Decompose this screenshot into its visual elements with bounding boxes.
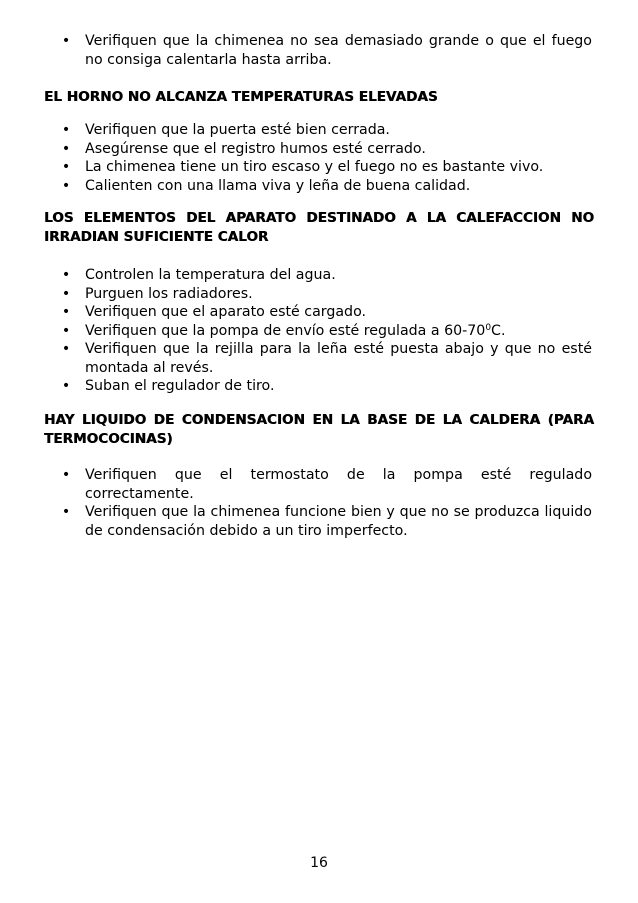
section2-list [60,266,592,396]
bullet: • [61,140,71,157]
bullet: • [61,33,71,49]
list-item [60,466,592,503]
bullet: • [61,177,71,194]
bullet: • [61,378,71,394]
section-heading: HAY LIQUIDO DE CONDENSACION EN LA BASE DE LA CALDERA (PARA TERMOCOCINAS) [44,412,594,447]
list-item-text: Verifiquen que la pompa de envío esté regulada a 60-70 [85,322,486,339]
list-item-text: La chimenea tiene un tiro escaso y el fuego no es bastante vivo. [85,159,544,175]
list-item [60,377,592,396]
bullet: • [61,122,71,138]
list-item [60,503,592,540]
list-item-text: Verifiquen que el termostato de la pompa esté regulado correctamente. [85,467,592,502]
list-item [60,285,592,304]
list-item-text: Verifiquen que el aparato esté cargado. [85,304,367,320]
bullet: • [61,322,71,339]
section3-list [60,466,592,540]
list-item-text: Calienten con una llama viva y leña de buena calidad. [85,177,471,194]
list-item [60,158,592,177]
list-item [60,322,592,341]
section1-list [60,121,592,195]
bullet: • [61,304,71,320]
list-item-text: Verifiquen que la chimenea funcione bien y que no se produzca liquido de condensación debido a un tiro imperfecto. [85,504,592,539]
bullet: • [61,267,71,283]
list-item [60,121,592,140]
list-item-text: Verifiquen que la chimenea no sea demasiado grande o que el fuego no consiga calentarla hasta arriba. [85,33,592,68]
bullet: • [61,467,71,483]
list-item-text: Verifiquen que la rejilla para la leña esté puesta abajo y que no esté montada al revés. [85,341,592,376]
list-item [60,32,592,69]
bullet: • [61,285,71,302]
degree-unit: C. [491,322,506,339]
bullet: • [61,504,71,520]
list-item-text: Suban el regulador de tiro. [85,378,275,394]
list-item [60,266,592,285]
intro-list [60,32,592,69]
list-item-text: Verifiquen que la puerta esté bien cerrada. [85,122,390,138]
list-item [60,340,592,377]
degree-superscript: 0 [485,322,492,333]
list-item [60,140,592,159]
bullet: • [61,341,71,357]
section-heading: EL HORNO NO ALCANZA TEMPERATURAS ELEVADAS [44,89,438,105]
list-item-text: Purguen los radiadores. [85,285,253,302]
list-item-text: Controlen la temperatura del agua. [85,267,336,283]
list-item-text: Asegúrense que el registro humos esté cerrado. [85,140,426,157]
bullet: • [61,159,71,175]
list-item [60,177,592,196]
list-item [60,303,592,322]
page-number: 16 [310,855,328,871]
section-heading: LOS ELEMENTOS DEL APARATO DESTINADO A LA CALEFACCION NO IRRADIAN SUFICIENTE CALOR [44,210,594,245]
